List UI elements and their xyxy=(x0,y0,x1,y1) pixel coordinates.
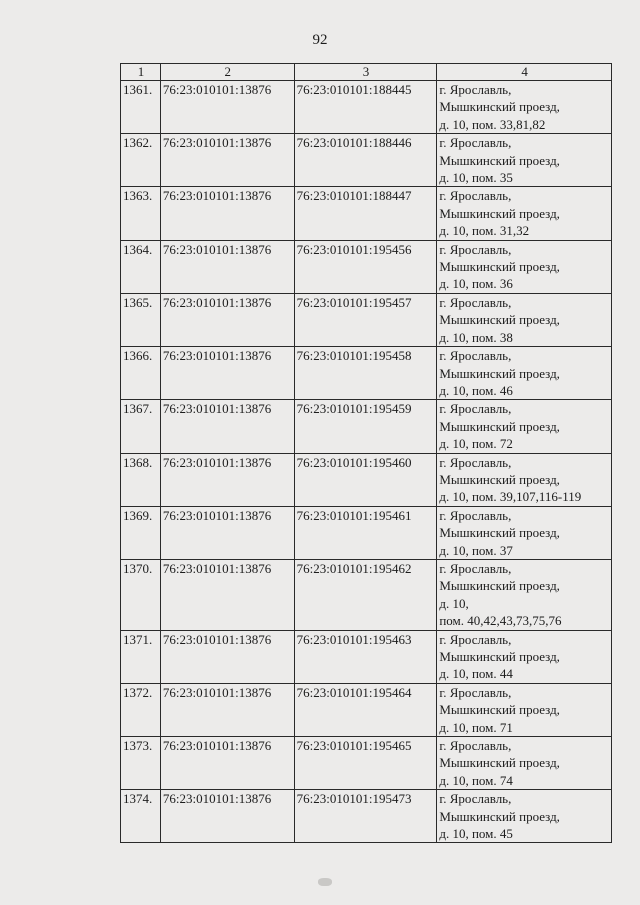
address-cell xyxy=(437,506,612,559)
address-cell xyxy=(437,737,612,790)
row-number-cell: 1363. xyxy=(121,187,161,240)
parcel-number-cell: 76:23:010101:13876 xyxy=(160,293,294,346)
address-line: Мышкинский проезд, xyxy=(439,471,560,487)
address-cell xyxy=(437,347,612,400)
table-row xyxy=(121,506,612,559)
page-number: 92 xyxy=(312,32,328,48)
table-row xyxy=(121,347,612,400)
room-number-cell: 76:23:010101:195462 xyxy=(294,559,437,630)
room-number-cell: 76:23:010101:195456 xyxy=(294,240,437,293)
parcel-number-cell: 76:23:010101:13876 xyxy=(160,240,294,293)
table-row xyxy=(121,737,612,790)
room-number-cell: 76:23:010101:195464 xyxy=(294,683,437,736)
address-cell xyxy=(437,559,612,630)
address-cell xyxy=(437,293,612,346)
address-line: д. 10, пом. 31,32 xyxy=(439,223,530,239)
room-number-cell: 76:23:010101:188447 xyxy=(294,187,437,240)
address-line: г. Ярославль, xyxy=(439,82,512,97)
parcel-number-cell: 76:23:010101:13876 xyxy=(160,187,294,240)
address-line: Мышкинский проезд, xyxy=(439,312,560,328)
address-line: д. 10, пом. 71 xyxy=(439,719,513,735)
row-number-cell: 1372. xyxy=(121,683,161,736)
address-line: д. 10, пом. 44 xyxy=(439,666,513,682)
address-line: д. 10, пом. 36 xyxy=(439,276,513,292)
room-number-cell: 76:23:010101:195473 xyxy=(294,790,437,843)
table-row xyxy=(121,559,612,630)
room-number-cell: 76:23:010101:195463 xyxy=(294,630,437,683)
parcel-number-cell: 76:23:010101:13876 xyxy=(160,559,294,630)
address-line: г. Ярославль, xyxy=(439,507,512,523)
parcel-number-cell: 76:23:010101:13876 xyxy=(160,347,294,400)
row-number-cell: 1370. xyxy=(121,559,161,630)
parcel-number-cell: 76:23:010101:13876 xyxy=(160,453,294,506)
column-header-1: 1 xyxy=(121,64,161,81)
parcel-number-cell: 76:23:010101:13876 xyxy=(160,400,294,453)
room-number-cell: 76:23:010101:195459 xyxy=(294,400,437,453)
address-line: г. Ярославль, xyxy=(439,738,512,754)
address-line: Мышкинский проезд, xyxy=(439,578,560,594)
address-line: Мышкинский проезд, xyxy=(439,418,560,434)
address-line: г. Ярославль, xyxy=(439,791,512,807)
parcel-number-cell: 76:23:010101:13876 xyxy=(160,81,294,134)
address-line: д. 10, пом. 35 xyxy=(439,170,513,186)
address-line: д. 10, пом. 38 xyxy=(439,329,513,345)
row-number-cell: 1374. xyxy=(121,790,161,843)
address-line: д. 10, пом. 45 xyxy=(439,826,513,842)
column-header-4: 4 xyxy=(437,64,612,81)
row-number-cell: 1364. xyxy=(121,240,161,293)
address-line: д. 10, xyxy=(439,595,469,611)
table-row xyxy=(121,453,612,506)
address-line: г. Ярославль, xyxy=(439,294,512,310)
parcel-number-cell: 76:23:010101:13876 xyxy=(160,506,294,559)
address-line: г. Ярославль, xyxy=(439,188,512,204)
table-row xyxy=(121,81,612,134)
row-number-cell: 1361. xyxy=(121,81,161,134)
address-cell xyxy=(437,134,612,187)
table-row xyxy=(121,240,612,293)
address-line: д. 10, пом. 46 xyxy=(439,382,513,398)
address-line: Мышкинский проезд, xyxy=(439,525,560,541)
scan-artifact xyxy=(318,878,332,886)
room-number-cell: 76:23:010101:188445 xyxy=(294,81,437,134)
address-line: Мышкинский проезд, xyxy=(439,152,560,168)
address-line: Мышкинский проезд, xyxy=(439,702,560,718)
address-line: д. 10, пом. 74 xyxy=(439,772,513,788)
table-row xyxy=(121,293,612,346)
row-number-cell: 1367. xyxy=(121,400,161,453)
parcel-number-cell: 76:23:010101:13876 xyxy=(160,134,294,187)
row-number-cell: 1371. xyxy=(121,630,161,683)
address-line: Мышкинский проезд, xyxy=(439,205,560,221)
address-line: г. Ярославль, xyxy=(439,454,512,470)
room-number-cell: 76:23:010101:195460 xyxy=(294,453,437,506)
registry-table xyxy=(120,63,612,843)
room-number-cell: 76:23:010101:195457 xyxy=(294,293,437,346)
address-line: г. Ярославль, xyxy=(439,631,512,647)
address-line: Мышкинский проезд, xyxy=(439,755,560,771)
row-number-cell: 1373. xyxy=(121,737,161,790)
address-line: г. Ярославль, xyxy=(439,684,512,700)
address-line: Мышкинский проезд, xyxy=(439,99,560,115)
address-cell xyxy=(437,630,612,683)
row-number-cell: 1362. xyxy=(121,134,161,187)
address-line: пом. 40,42,43,73,75,76 xyxy=(439,613,562,629)
room-number-cell: 76:23:010101:195465 xyxy=(294,737,437,790)
table-row xyxy=(121,134,612,187)
address-line: г. Ярославль, xyxy=(439,560,512,576)
address-line: г. Ярославль, xyxy=(439,348,512,364)
room-number-cell: 76:23:010101:195458 xyxy=(294,347,437,400)
row-number-cell: 1368. xyxy=(121,453,161,506)
address-cell xyxy=(437,400,612,453)
address-line: д. 10, пом. 72 xyxy=(439,436,513,452)
table-body xyxy=(121,81,612,843)
address-line: г. Ярославль, xyxy=(439,135,512,151)
address-cell xyxy=(437,240,612,293)
address-line: Мышкинский проезд, xyxy=(439,259,560,275)
address-cell xyxy=(437,81,612,134)
address-cell xyxy=(437,683,612,736)
table-row xyxy=(121,790,612,843)
address-line: д. 10, пом. 37 xyxy=(439,542,513,558)
table-row xyxy=(121,400,612,453)
address-line: Мышкинский проезд, xyxy=(439,649,560,664)
parcel-number-cell: 76:23:010101:13876 xyxy=(160,737,294,790)
address-cell xyxy=(437,187,612,240)
parcel-number-cell: 76:23:010101:13876 xyxy=(160,790,294,843)
table-row xyxy=(121,187,612,240)
column-header-2: 2 xyxy=(160,64,294,81)
address-line: г. Ярославль, xyxy=(439,241,512,257)
address-cell xyxy=(437,453,612,506)
address-line: г. Ярославль, xyxy=(439,401,512,417)
row-number-cell: 1366. xyxy=(121,347,161,400)
table-row xyxy=(121,683,612,736)
row-number-cell: 1369. xyxy=(121,506,161,559)
address-line: д. 10, пом. 33,81,82 xyxy=(439,116,546,132)
room-number-cell: 76:23:010101:188446 xyxy=(294,134,437,187)
table-header-row xyxy=(121,64,612,81)
column-header-3: 3 xyxy=(294,64,437,81)
row-number-cell: 1365. xyxy=(121,293,161,346)
address-line: д. 10, пом. 39,107,116-119 xyxy=(439,489,582,505)
parcel-number-cell: 76:23:010101:13876 xyxy=(160,630,294,683)
address-line: Мышкинский проезд, xyxy=(439,808,560,824)
table-row xyxy=(121,630,612,683)
address-line: Мышкинский проезд, xyxy=(439,365,560,381)
address-cell xyxy=(437,790,612,843)
room-number-cell: 76:23:010101:195461 xyxy=(294,506,437,559)
parcel-number-cell: 76:23:010101:13876 xyxy=(160,683,294,736)
